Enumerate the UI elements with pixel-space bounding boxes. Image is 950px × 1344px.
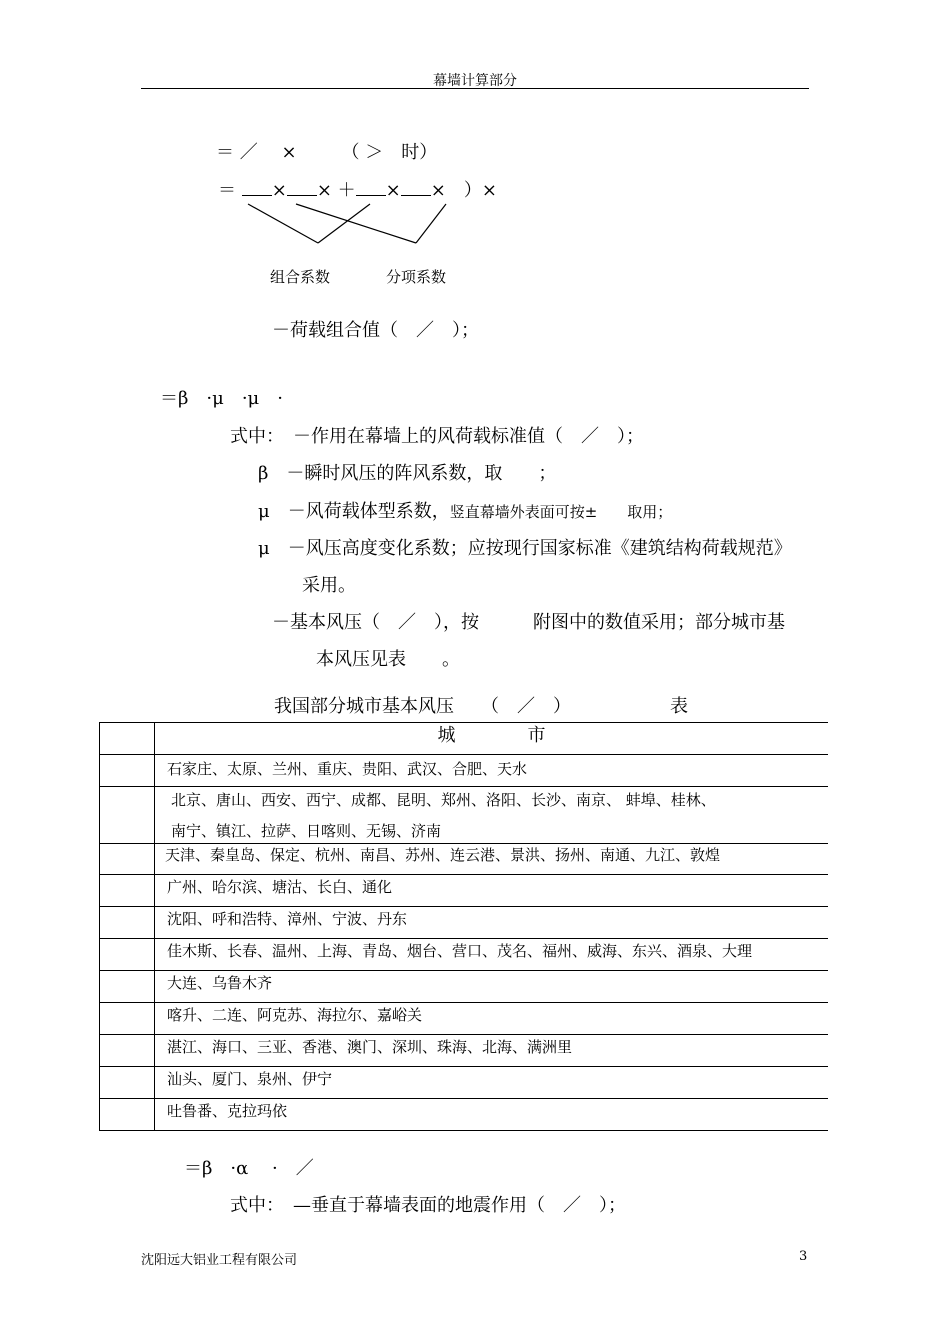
formula-part-4: × ）× [430, 180, 497, 201]
table-cell-line-2: 南宁、镇江、拉萨、日喀则、无锡、济南 [171, 822, 442, 840]
formula-prefix: ＝ [218, 180, 236, 201]
table-row [100, 971, 829, 1003]
load-combination-definition: －荷载组合值（ ／ ）； [272, 320, 479, 341]
table-header-cell-value [100, 723, 155, 755]
table-cell-value [100, 971, 155, 1003]
formula-part-2: × ＋ [316, 180, 356, 201]
table-row [100, 755, 829, 787]
page-header-title: 幕墙计算部分 [433, 73, 517, 89]
table-cell-cities: 大连、乌鲁木齐 [155, 971, 829, 1003]
table-cell-cities: 喀升、二连、阿克苏、海拉尔、嘉峪关 [155, 1003, 829, 1035]
table-cell-value [100, 787, 155, 844]
footer-company: 沈阳远大铝业工程有限公司 [141, 1253, 298, 1268]
table-cell-value [100, 1099, 155, 1131]
table-cell-cities: 佳木斯、长春、温州、上海、青岛、烟台、营口、茂名、福州、威海、东兴、酒泉、大理 [155, 939, 829, 971]
table-row [100, 1067, 829, 1099]
wind-def-mu-s-note: 竖直幕墙外表面可按± 取用； [449, 503, 673, 521]
table-row [100, 787, 829, 844]
table-cell-value [100, 1067, 155, 1099]
table-cell-cities: 石家庄、太原、兰州、重庆、贵阳、武汉、合肥、天水 [155, 755, 829, 787]
table-caption: 我国部分城市基本风压 （ ／ ） 表 [274, 696, 688, 717]
table-cell-value [100, 939, 155, 971]
formula-part-1: × [271, 180, 287, 201]
table-row [100, 844, 829, 875]
table-header-cell-city: 城 市 [155, 723, 829, 755]
table-cell-value [100, 844, 155, 875]
table-row [100, 939, 829, 971]
wind-def-beta: β －瞬时风压的阵风系数，取 ； [258, 463, 557, 484]
table-cell-line-1: 北京、唐山、西安、西宁、成都、昆明、郑州、洛阳、长沙、南京、 蚌埠、桂林、 [171, 791, 716, 809]
table-cell-cities: 天津、秦皇岛、保定、杭州、南昌、苏州、连云港、景洪、扬州、南通、九江、敦煌 [155, 844, 829, 875]
wind-def-intro: 式中： －作用在幕墙上的风荷载标准值（ ／ ）； [230, 426, 644, 447]
footer-page-number: 3 [799, 1249, 808, 1264]
wind-load-formula: ＝β ·μ ·μ · [160, 388, 283, 409]
wind-def-mu-s-main: μ －风荷载体型系数， [258, 501, 450, 522]
label-partial-coefficient: 分项系数 [386, 268, 447, 286]
table-cell-cities: 吐鲁番、克拉玛依 [155, 1099, 829, 1131]
wind-def-mu-s [258, 497, 672, 523]
table-cell-cities: 汕头、厦门、泉州、伊宁 [155, 1067, 829, 1099]
table-cell-value [100, 875, 155, 907]
seismic-formula: ＝β ·α · ／ [184, 1158, 314, 1179]
table-cell-value [100, 1035, 155, 1067]
table-row [100, 875, 829, 907]
table-cell-cities: 湛江、海口、三亚、香港、澳门、深圳、珠海、北海、满洲里 [155, 1035, 829, 1067]
table-row [100, 1003, 829, 1035]
table-row [100, 907, 829, 939]
formula-part-3: × [385, 180, 401, 201]
wind-def-w0: －基本风压（ ／ ），按 附图中的数值采用；部分城市基 [272, 612, 785, 633]
wind-def-w0-cont: 本风压见表 。 [316, 649, 460, 670]
formula-line-1: ＝ ／ × （ ＞ 时） [216, 142, 438, 163]
table-cell-value [100, 1003, 155, 1035]
wind-def-mu-z: μ －风压高度变化系数；应按现行国家标准《建筑结构荷载规范》 [258, 538, 792, 559]
wind-def-mu-z-cont: 采用。 [302, 575, 356, 596]
table-row [100, 1099, 829, 1131]
table-cell-cities: 广州、哈尔滨、塘沽、长白、通化 [155, 875, 829, 907]
label-combination-coefficient: 组合系数 [270, 268, 331, 286]
table-header-row [100, 723, 829, 755]
table-cell-value [100, 755, 155, 787]
table-row [100, 1035, 829, 1067]
seismic-def: 式中： —垂直于幕墙表面的地震作用（ ／ ）； [230, 1195, 626, 1216]
table-cell-cities: 沈阳、呼和浩特、漳州、宁波、丹东 [155, 907, 829, 939]
basic-wind-pressure-table [99, 722, 828, 1131]
table-cell-cities [155, 787, 829, 844]
table-cell-value [100, 907, 155, 939]
